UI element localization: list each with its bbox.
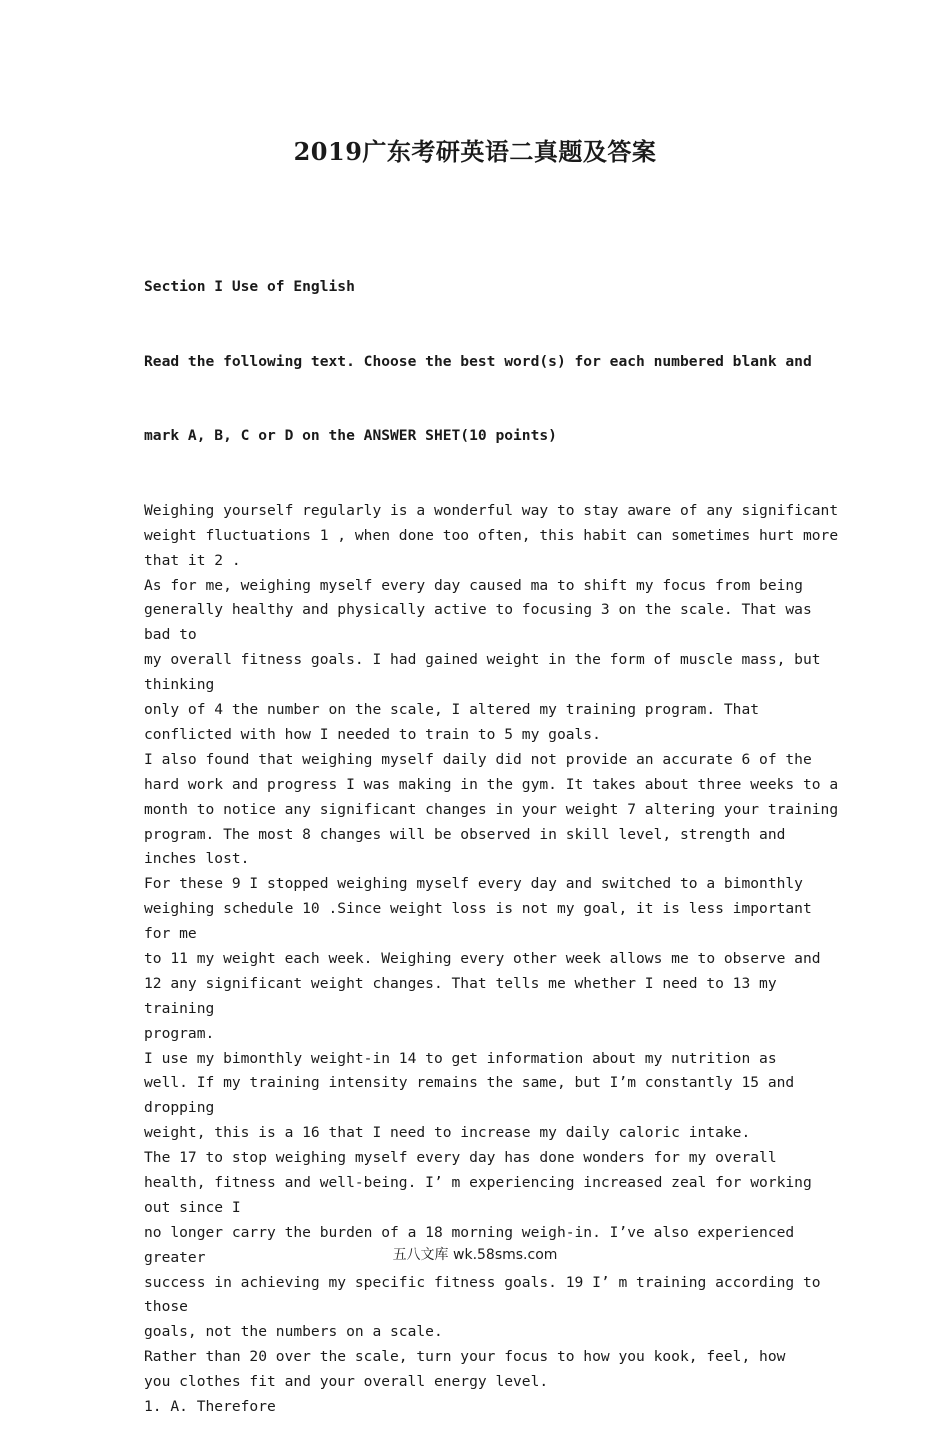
passage-line: program. [144,1024,215,1042]
passage-line: I use my bimonthly weight-in 14 to get information about my nutrition as [144,1049,777,1067]
passage-line: those [144,1298,188,1316]
passage-line: only of 4 the number on the scale, I altered my training program. That [144,701,760,719]
passage-line: 12 any significant weight changes. That tells me whether I need to 13 my [144,974,777,992]
passage-line: Rather than 20 over the scale, turn your focus to how you kook, feel, how [144,1348,786,1366]
passage-line: program. The most 8 changes will be observed in skill level, strength and [144,825,786,843]
passage-line: out since I [144,1198,241,1216]
passage-line: goals, not the numbers on a scale. [144,1323,443,1341]
footer-watermark: 五八文库 wk.58sms.com [392,1247,558,1263]
page-title: 2019广东考研英语二真题及答案 [293,137,657,166]
passage-line: greater [144,1248,206,1266]
passage-line: training [144,999,215,1017]
passage-line: hard work and progress I was making in the gym. It takes about three weeks to a [144,775,839,793]
instruction-line: Read the following text. Choose the best word(s) for each numbered blank and [144,352,812,370]
passage-line: As for me, weighing myself every day caused ma to shift my focus from being [144,576,803,594]
passage-line: weighing schedule 10 .Since weight loss is not my goal, it is less important [144,900,812,918]
instruction-line: mark A, B, C or D on the ANSWER SHET(10 points) [144,427,557,445]
passage-line: thinking [144,676,215,694]
passage-line: you clothes fit and your overall energy level. [144,1373,549,1391]
passage-line: success in achieving my specific fitness goals. 19 I’ m training according to [144,1273,821,1291]
passage [144,499,839,1420]
passage-line: I also found that weighing myself daily did not provide an accurate 6 of the [144,750,812,768]
passage-line: well. If my training intensity remains the same, but I’m constantly 15 and [144,1074,795,1092]
passage-line: no longer carry the burden of a 18 morning weigh-in. I’ve also experienced [144,1223,795,1241]
passage-line: for me [144,925,197,943]
passage-line: weight fluctuations 1 , when done too often, this habit can sometimes hurt more [144,526,839,544]
passage-line: my overall fitness goals. I had gained weight in the form of muscle mass, but [144,651,821,669]
passage-line: to 11 my weight each week. Weighing every other week allows me to observe and [144,949,821,967]
passage-line: that it 2 . [144,551,241,569]
passage-line: bad to [144,626,197,644]
passage-line: generally healthy and physically active to focusing 3 on the scale. That was [144,601,812,619]
section-heading: Section I Use of English [144,277,355,295]
passage-line: weight, this is a 16 that I need to increase my daily caloric intake. [144,1124,751,1142]
passage-line: health, fitness and well-being. I’ m experiencing increased zeal for working [144,1173,812,1191]
passage-line: 1. A. Therefore [144,1397,276,1415]
passage-line: conflicted with how I needed to train to 5 my goals. [144,725,601,743]
passage-line: dropping [144,1099,215,1117]
passage-line: For these 9 I stopped weighing myself every day and switched to a bimonthly [144,875,803,893]
passage-line: inches lost. [144,850,250,868]
passage-line: Weighing yourself regularly is a wonderful way to stay aware of any significant [144,501,839,519]
passage-line: The 17 to stop weighing myself every day has done wonders for my overall [144,1149,777,1167]
passage-line: month to notice any significant changes in your weight 7 altering your training [144,800,839,818]
